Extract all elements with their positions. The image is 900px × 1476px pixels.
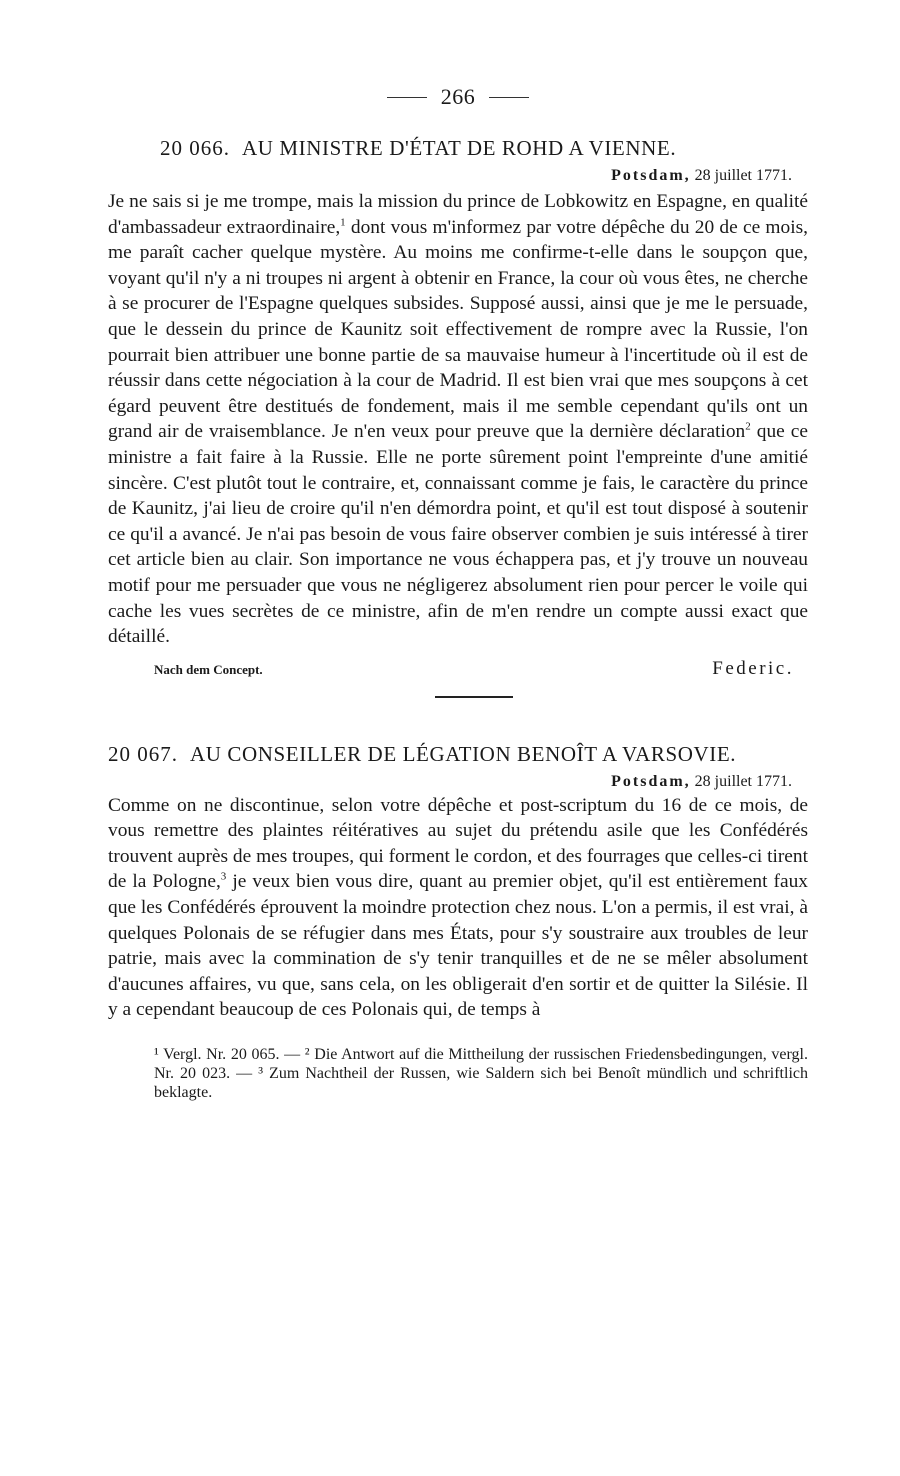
- letter-dateline: [108, 167, 792, 185]
- letter-dateline: [108, 773, 792, 791]
- page-number-text: 266: [440, 84, 476, 109]
- letter-20066: [108, 136, 808, 698]
- letter-heading: [108, 742, 808, 767]
- letter-number: 20 066.: [160, 136, 230, 160]
- footnotes: [108, 1045, 808, 1102]
- letter-heading: [160, 136, 808, 161]
- letter-addressee: AU MINISTRE D'ÉTAT DE ROHD A VIENNE.: [242, 136, 677, 160]
- signature: Federic.: [712, 657, 794, 679]
- body-text-part: que ce ministre a fait faire à la Russie. Elle ne porte sûrement point l'empreinte d'une amitié sincère. C'est plutôt tout le contraire, et, connaissant comme je fais, le caractère du prince de Kaunitz, j'ai lieu de croire qu'il n'en démordra point, et qu'il est tout disposé à soutenir ce qu'il a avancé. Je n'ai pas besoin de vous faire observer combien je suis intéressé à tirer cet article bien au clair. Son importance ne vous échappera pas, et j'y trouve un nouveau motif pour me persuader que vous ne négligerez absolument rien pour percer le voile qui cache les vues secrètes de ce ministre, afin de m'en rendre un compte aussi exact que détaillé.: [108, 421, 809, 648]
- footnote-text: ¹ Vergl. Nr. 20 065. — ² Die Antwort auf die Mittheilung der russischen Friedensbedingungen, vergl. Nr. 20 023. — ³ Zum Nachtheil der Russen, wie Saldern sich bei Benoît mündlich und schriftlich beklagte.: [154, 1046, 808, 1102]
- footnote-ref: 2: [745, 420, 751, 433]
- body-text-part: dont vous m'informez par votre dépêche du 20 de ce mois, me paraît cacher quelque mystère. Au moins me confirme-t-elle dans le soupçon que, voyant qu'il n'y a ni troupes ni argent à obtenir en France, la cour où vous êtes, ne cherche à se procurer de l'Espagne quelques subsides. Supposé aussi, ainsi que je me le persuade, que le dessein du prince de Kaunitz soit effectivement de rompre avec la Russie, l'on pourrait bien attribuer une bonne partie de sa mauvaise humeur à l'incertitude où il est de réussir dans cette négociation à la cour de Madrid. Il est bien vrai que mes soupçons à cet égard peuvent être destitués de fondement, mais il me semble cependant qu'ils ont un grand air de vraisemblance. Je n'en veux pour preuve que la dernière déclaration: [108, 216, 808, 443]
- body-text-part: Je ne sais si je me trompe, mais la mission du prince de Lobkowitz en Espagne, en qualité d'ambassadeur extraordinaire,: [108, 191, 808, 238]
- letter-date: 28 juillet 1771.: [694, 772, 792, 790]
- letter-body: [108, 793, 808, 1023]
- letter-signoff: [154, 658, 794, 680]
- section-divider: [435, 696, 513, 698]
- folio-dash-left: [387, 97, 427, 98]
- letter-addressee: AU CONSEILLER DE LÉGATION BENOÎT A VARSOVIE.: [190, 741, 737, 766]
- body-text-part: Comme on ne discontinue, selon votre dépêche et post-scriptum du 16 de ce mois, de vous remettre des plaintes réitératives au sujet du prétendu asile que les Confédérés trouvent auprès de mes troupes, qui forment le cordon, et des fourrages que celles-ci tirent de la Pologne,: [108, 794, 808, 893]
- footnote-ref: 3: [220, 871, 227, 883]
- body-text-part: je veux bien vous dire, quant au premier objet, qu'il est entièrement faux que les Confédérés éprouvent la moindre protection chez nous. L'on a permis, il est vrai, à quelques Polonais de se réfugier dans mes États, pour s'y soustraire aux troubles de leur patrie, mais avec la commination de s'y tenir tranquilles et de ne se mêler absolument d'aucunes affaires, vu que, sans cela, on les obligerait d'en sortir et de quitter la Silésie. Il y a cependant beaucoup de ces Polonais qui, de temps à: [108, 871, 808, 1021]
- book-page: [0, 84, 900, 1476]
- source-note: Nach dem Concept.: [154, 661, 263, 677]
- letter-date: 28 juillet 1771.: [694, 167, 792, 184]
- folio-dash-right: [489, 97, 529, 98]
- footnote-ref: 1: [340, 216, 346, 229]
- letter-place: Potsdam,: [611, 167, 691, 184]
- letter-place: Potsdam,: [611, 772, 691, 790]
- page-number: [108, 84, 808, 110]
- letter-number: 20 067.: [108, 741, 178, 766]
- letter-20067: [108, 742, 808, 1023]
- letter-body: [108, 189, 808, 650]
